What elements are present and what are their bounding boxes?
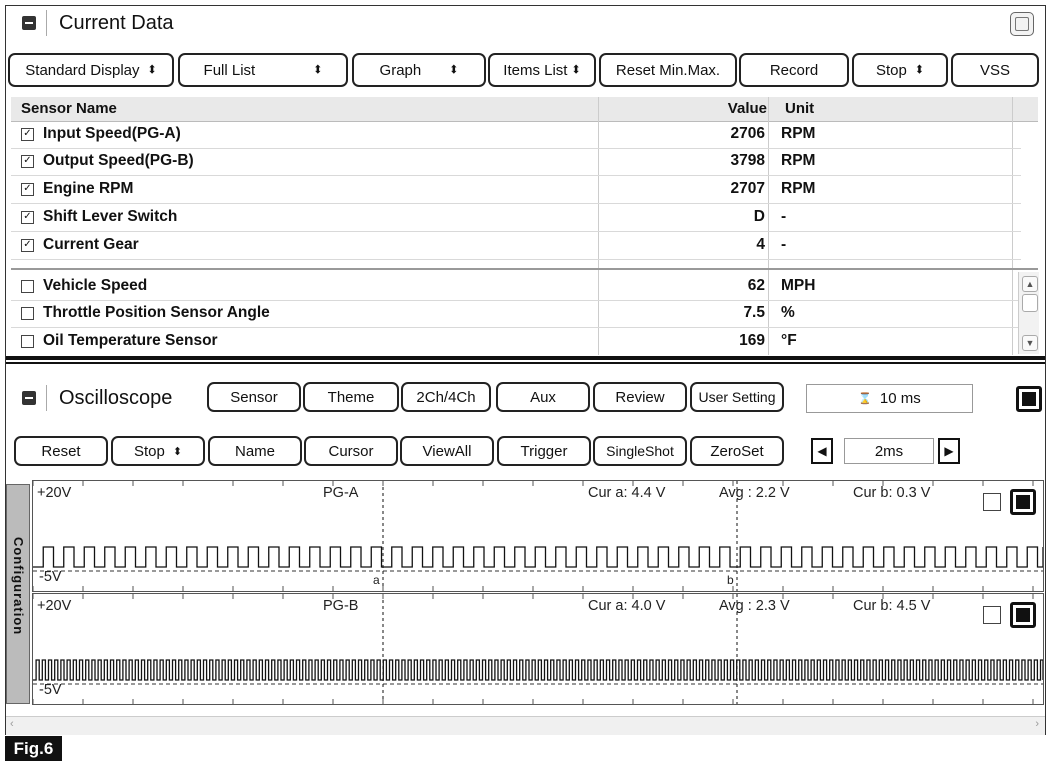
record-button[interactable]: Record xyxy=(739,53,849,87)
table-row[interactable]: ✓ Current Gear 4 - xyxy=(11,232,1021,260)
checkbox-checked-icon[interactable]: ✓ xyxy=(21,239,34,252)
app-window xyxy=(5,5,1046,735)
scope-window-toggle-icon[interactable] xyxy=(1016,386,1042,412)
pg-a-avg: Avg : 2.2 V xyxy=(719,485,790,501)
cursor-a-marker: a xyxy=(373,573,380,587)
table-row[interactable]: ✓ Engine RPM 2707 RPM xyxy=(11,176,1021,204)
pg-a-name: PG-A xyxy=(323,485,359,501)
sensor-button[interactable]: Sensor xyxy=(207,382,301,412)
checkbox-checked-icon[interactable]: ✓ xyxy=(21,155,34,168)
cursor-b-marker: b xyxy=(727,573,734,587)
full-list-select[interactable]: Full List ⬍ xyxy=(178,53,348,87)
oscilloscope-titlebar xyxy=(6,381,172,415)
trigger-button[interactable]: Trigger xyxy=(497,436,591,466)
channel-pg-b-plot[interactable] xyxy=(32,593,1044,705)
checkbox-checked-icon[interactable]: ✓ xyxy=(21,128,34,141)
time-value-display: 2ms xyxy=(844,438,934,464)
updown-icon: ⬍ xyxy=(172,445,183,458)
title-divider xyxy=(46,385,47,411)
standard-display-select[interactable]: Standard Display ⬍ xyxy=(8,53,174,87)
vss-button[interactable]: VSS xyxy=(951,53,1039,87)
scroll-up-icon[interactable]: ▲ xyxy=(1022,276,1038,292)
channel-color-icon[interactable] xyxy=(1010,489,1036,515)
column-unit: Unit xyxy=(785,100,815,117)
theme-button[interactable]: Theme xyxy=(303,382,399,412)
title-divider xyxy=(46,10,47,36)
collapse-icon[interactable] xyxy=(22,391,36,405)
checkbox-checked-icon[interactable]: ✓ xyxy=(21,183,34,196)
oscilloscope-title: Oscilloscope xyxy=(59,386,173,409)
graph-select[interactable]: Graph ⬍ xyxy=(352,53,486,87)
channel-color-icon[interactable] xyxy=(1010,602,1036,628)
channel-pg-a-plot[interactable] xyxy=(32,480,1044,592)
column-value: Value xyxy=(727,100,767,117)
pg-a-top-label: +20V xyxy=(37,485,72,501)
scope-horizontal-scrollbar[interactable] xyxy=(6,716,1045,735)
updown-icon: ⬍ xyxy=(914,63,925,77)
zeroset-button[interactable]: ZeroSet xyxy=(690,436,784,466)
channel-checkbox-icon[interactable] xyxy=(983,493,1001,511)
updown-icon: ⬍ xyxy=(147,63,157,77)
scroll-right-icon[interactable]: › xyxy=(1035,718,1039,730)
pg-b-cur-b: Cur b: 4.5 V xyxy=(853,598,931,614)
table-row[interactable]: ✓ Output Speed(PG-B) 3798 RPM xyxy=(11,148,1021,176)
figure-label: Fig.6 xyxy=(5,736,62,761)
current-data-title: Current Data xyxy=(59,11,174,34)
checkbox-unchecked-icon[interactable] xyxy=(21,307,34,320)
scroll-left-icon[interactable]: ‹ xyxy=(10,718,14,730)
signal-trace xyxy=(33,660,1043,680)
pg-b-avg: Avg : 2.3 V xyxy=(719,598,790,614)
updown-icon: ⬍ xyxy=(313,63,323,77)
table-row[interactable]: ✓ Input Speed(PG-A) 2706 RPM xyxy=(11,121,1021,149)
table-scrollbar[interactable] xyxy=(1018,272,1039,354)
fixed-rows-divider xyxy=(11,268,1038,270)
column-sensor-name: Sensor Name xyxy=(21,100,117,117)
viewall-button[interactable]: ViewAll xyxy=(400,436,494,466)
pg-b-cur-a: Cur a: 4.0 V xyxy=(588,598,666,614)
updown-icon: ⬍ xyxy=(571,63,581,77)
aux-button[interactable]: Aux xyxy=(496,382,590,412)
cursor-button[interactable]: Cursor xyxy=(304,436,398,466)
stop-select[interactable]: Stop ⬍ xyxy=(852,53,948,87)
pg-b-top-label: +20V xyxy=(37,598,72,614)
reset-minmax-button[interactable]: Reset Min.Max. xyxy=(599,53,737,87)
pg-b-bottom-label: -5V xyxy=(39,682,62,698)
items-list-select[interactable]: Items List ⬍ xyxy=(488,53,596,87)
stop-select[interactable]: Stop ⬍ xyxy=(111,436,205,466)
pg-a-bottom-label: -5V xyxy=(39,569,62,585)
table-row[interactable]: Throttle Position Sensor Angle 7.5 % xyxy=(11,300,1021,328)
table-row[interactable]: ✓ Shift Lever Switch D - xyxy=(11,204,1021,232)
table-header xyxy=(11,97,1038,122)
checkbox-unchecked-icon[interactable] xyxy=(21,335,34,348)
checkbox-checked-icon[interactable]: ✓ xyxy=(21,211,34,224)
channel-checkbox-icon[interactable] xyxy=(983,606,1001,624)
table-row[interactable]: Vehicle Speed 62 MPH xyxy=(11,273,1021,301)
review-button[interactable]: Review xyxy=(593,382,687,412)
panel-divider-line xyxy=(6,362,1045,364)
configuration-tab[interactable]: Configuration xyxy=(6,484,30,704)
signal-trace xyxy=(33,547,1043,567)
timebase-icon: ⌛ xyxy=(858,393,872,405)
current-data-titlebar xyxy=(6,6,1045,40)
table-row[interactable]: Oil Temperature Sensor 169 °F xyxy=(11,328,1021,355)
checkbox-unchecked-icon[interactable] xyxy=(21,280,34,293)
scroll-down-icon[interactable]: ▼ xyxy=(1022,335,1038,351)
reset-button[interactable]: Reset xyxy=(14,436,108,466)
panel-divider[interactable] xyxy=(6,356,1045,360)
updown-icon: ⬍ xyxy=(449,63,459,77)
channel-toggle-button[interactable]: 2Ch/4Ch xyxy=(401,382,491,412)
pg-a-cur-b: Cur b: 0.3 V xyxy=(853,485,931,501)
pg-b-name: PG-B xyxy=(323,598,359,614)
name-button[interactable]: Name xyxy=(208,436,302,466)
singleshot-button[interactable]: SingleShot xyxy=(593,436,687,466)
collapse-icon[interactable] xyxy=(22,16,36,30)
window-toggle-icon[interactable] xyxy=(1010,12,1034,36)
user-setting-button[interactable]: User Setting xyxy=(690,382,784,412)
pg-a-cur-a: Cur a: 4.4 V xyxy=(588,485,666,501)
time-decrease-icon[interactable]: ◀ xyxy=(811,438,833,464)
time-div-display[interactable]: ⌛ 10 ms xyxy=(806,384,973,413)
time-increase-icon[interactable]: ▶ xyxy=(938,438,960,464)
scroll-thumb[interactable] xyxy=(1022,294,1038,312)
